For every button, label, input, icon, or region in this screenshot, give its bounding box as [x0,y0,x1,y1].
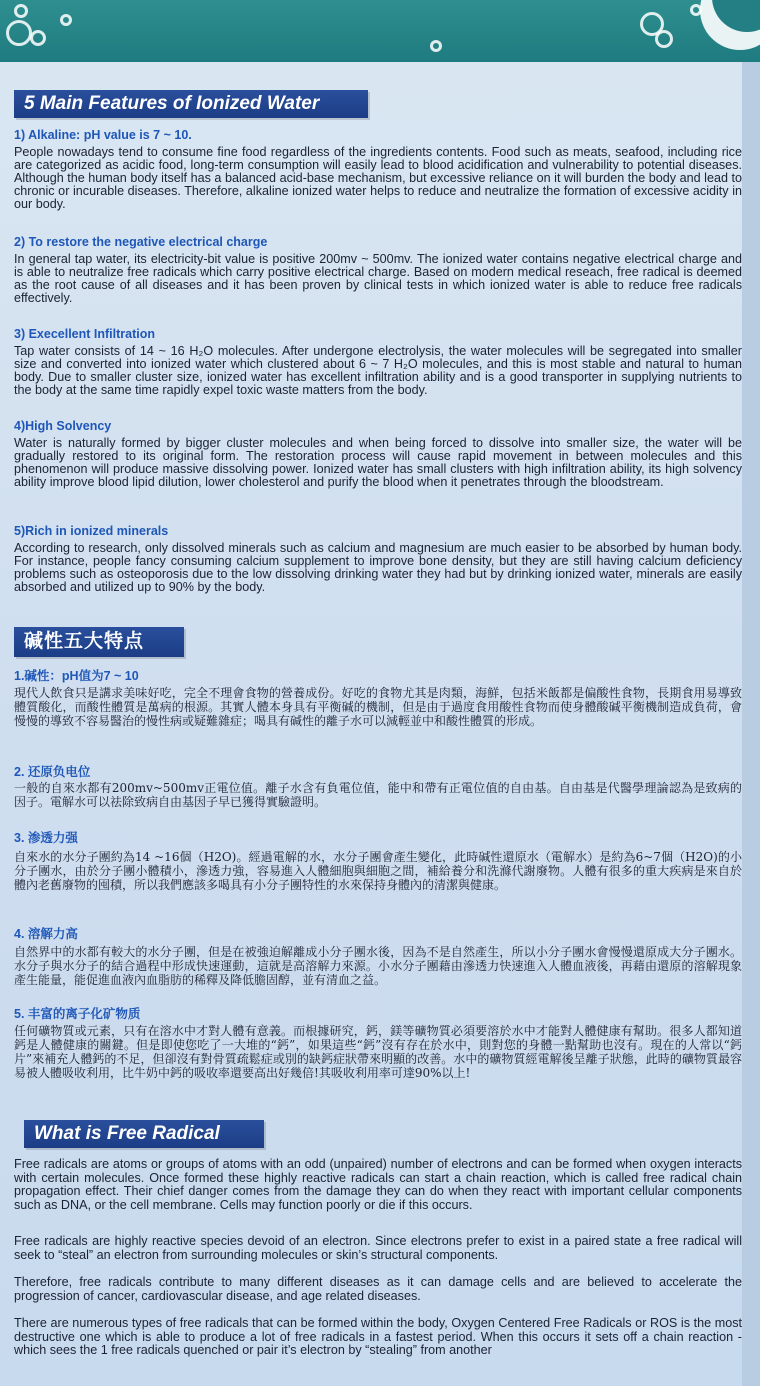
bubble-icon [6,20,32,46]
free-radical-paragraph-3: Therefore, free radicals contribute to many different diseases as it can damage cells and are believed to accelerate the progression of cancer, cardiovascular disease, and age related diseases. [14,1275,742,1303]
cn-body-4: 自然界中的水都有較大的水分子團，但是在被強迫解離成小分子團水後，因為不是自然產生，所以小分子團水會慢慢還原成大分子團水。水分子與水分子的結合過程中形成快速運動，這就是高溶解力來源。小水分子團藉由滲透力快速進入人體血液後，再藉由還原的溶解現象產生能量，能促進血液內血脂肪的稀釋及降低膽固醇，並有清血之益。 [14,945,742,987]
feature-body-3: Tap water consists of 14 ~ 16 H₂O molecules. After undergone electrolysis, the water molecules will be segregated into smaller size and converted into ionized water which clustered about 6 ~ 7 H₂O molecules, and this is most stable and natural to human body. Due to smaller cluster size, ionized water has excellent infiltration ability and is a good transporter in supplying nutrients to the body at the same time rapidly expel toxic waste matters from the body. [14,344,742,397]
section-title-chinese: 碱性五大特点 [14,627,184,657]
cn-body-2: 一般的自來水都有200mv~500mv正電位值。離子水含有負電位值，能中和帶有正電位值的自由基。自由基是代醫學理論認為是致病的因子。電解水可以祛除致病自由基因子早已獲得實驗證明。 [14,781,742,809]
cn-heading-2: 2. 还原负电位 [14,765,91,779]
feature-heading-2: 2) To restore the negative electrical charge [14,235,268,249]
decorative-header-band [0,0,760,62]
cn-heading-5: 5. 丰富的离子化矿物质 [14,1007,141,1021]
section-title-features: 5 Main Features of Ionized Water [14,90,368,118]
free-radical-paragraph-4: There are numerous types of free radicals that can be formed within the body, Oxygen Centered Free Radicals or ROS is the most destructive one which is able to produce a lot of free radicals in a fastest period. When this occurs it sets off a chain reaction - which sees the 1 free radicals quenched or pair it’s electron by “stealing” from another [14,1316,742,1357]
feature-heading-4: 4)High Solvency [14,419,112,433]
cn-body-5: 任何礦物質或元素，只有在溶水中才對人體有意義。而根據研究，鈣，鎂等礦物質必須要溶於水中才能對人體健康有幫助。很多人都知道鈣是人體健康的關鍵。但是即使您吃了一大堆的“鈣”，如果這些“鈣”沒有存在於水中，則對您的身體一點幫助也沒有。現在的人常以“鈣片”來補充人體鈣的不足，但卻沒有對骨質疏鬆症或別的缺鈣症狀帶來明顯的改善。水中的礦物質經電解後呈離子狀態，此時的礦物質最容易被人體吸收利用，比牛奶中鈣的吸收率還要高出好幾倍!其吸收利用率可達90%以上! [14,1024,742,1080]
bubble-icon [14,4,28,18]
free-radical-paragraph-2: Free radicals are highly reactive species devoid of an electron. Since electrons prefer to exist in a paired state a free radical will seek to “steal” an electron from surrounding molecules or skin’s structural components. [14,1234,742,1262]
feature-body-2: In general tap water, its electricity-bit value is positive 200mv ~ 500mv. The ionized water contains negative electrical charge and is able to neutralize free radicals which carry positive electrical charge. Based on modern medical reseach, free radical is deemed as the root cause of all diseases and it has been proven by clinical tests in which ionized water is able to reduce free radicals effectively. [14,252,742,305]
bubble-icon [430,40,442,52]
content-panel [0,62,760,1386]
feature-heading-3: 3) Execellent Infiltration [14,327,156,341]
section-title-free-radical: What is Free Radical [24,1120,264,1148]
feature-heading-1: 1) Alkaline: pH value is 7 ~ 10. [14,128,192,142]
feature-body-5: According to research, only dissolved minerals such as calcium and magnesium are much easier to be absorbed by human body. For instance, people fancy consuming calcium supplement to improve bone density, but they are still having calcium deficiency problems such as osteoporosis due to the low dissolving drinking water they had but by drinking ionized water, minerals are easily absorbed and utilized up to 90% by the body. [14,541,742,594]
feature-body-4: Water is naturally formed by bigger cluster molecules and when being forced to dissolve into smaller size, the water will be gradually restored to its original form. The restoration process will cause rapid movement in between molecules and this phenomenon will produce massive dissolving power. Ionized water has small clusters with high infiltration ability, its high solvency ability improve blood lipid dilution, lower cholesterol and purify the blood when it penetrates through the bloodstream. [14,436,742,489]
cn-heading-4: 4. 溶解力高 [14,927,78,941]
cn-body-1: 現代人飲食只是講求美味好吃，完全不理會食物的營養成份。好吃的食物尤其是肉類，海鮮，包括米飯都是偏酸性食物，長期食用易導致體質酸化，而酸性體質是萬病的根源。其實人體本身具有平衡碱的機制，但是由于過度食用酸性食物而使身體酸碱平衡機制造成負荷，會慢慢的導致不容易醫治的慢性病或疑難雜症；喝具有碱性的離子水可以減輕並中和酸性體質的形成。 [14,686,742,728]
cn-heading-3: 3. 渗透力强 [14,831,78,845]
bubble-icon [655,30,673,48]
bubble-icon [30,30,46,46]
cn-body-3: 自來水的水分子團約為14 ~16個（H2O)。經過電解的水，水分子團會產生變化，此時碱性還原水（電解水）是約為6~7個（H2O)的小分子團水，由於分子團小體積小，滲透力強，容易進入人體細胞與細胞之間，補給養分和洗滌代謝廢物。人體有很多的重大疾病是來自於體內老舊廢物的囤積，所以我們應該多喝具有小分子團特性的水來保持身體內的清潔與健康。 [14,850,742,892]
bubble-icon [60,14,72,26]
feature-heading-5: 5)Rich in ionized minerals [14,524,169,538]
cn-heading-1: 1.碱性：pH值为7 ~ 10 [14,669,139,683]
feature-body-1: People nowadays tend to consume fine food regardless of the ingredients contents. Food such as meats, seafood, including rice are categorized as acidic food, long-term consumption will easily lead to blood acidification and vulnerability to potential diseases. Although the human body itself has a balanced acid-base mechanism, but excessive reliance on it will burden the body and lead to chronic or incurable diseases. Therefore, alkaline ionized water helps to reduce and neutralize the formation of excessive acidity in our body. [14,145,742,211]
free-radical-paragraph-1: Free radicals are atoms or groups of atoms with an odd (unpaired) number of electrons and can be formed when oxygen interacts with certain molecules. Once formed these highly reactive radicals can start a chain reaction, which is called free radical chain propagation effect. Their chief danger comes from the damage they can do when they react with important cellular components such as DNA, or the cell membrane. Cells may function poorly or die if this occurs. [14,1157,742,1212]
